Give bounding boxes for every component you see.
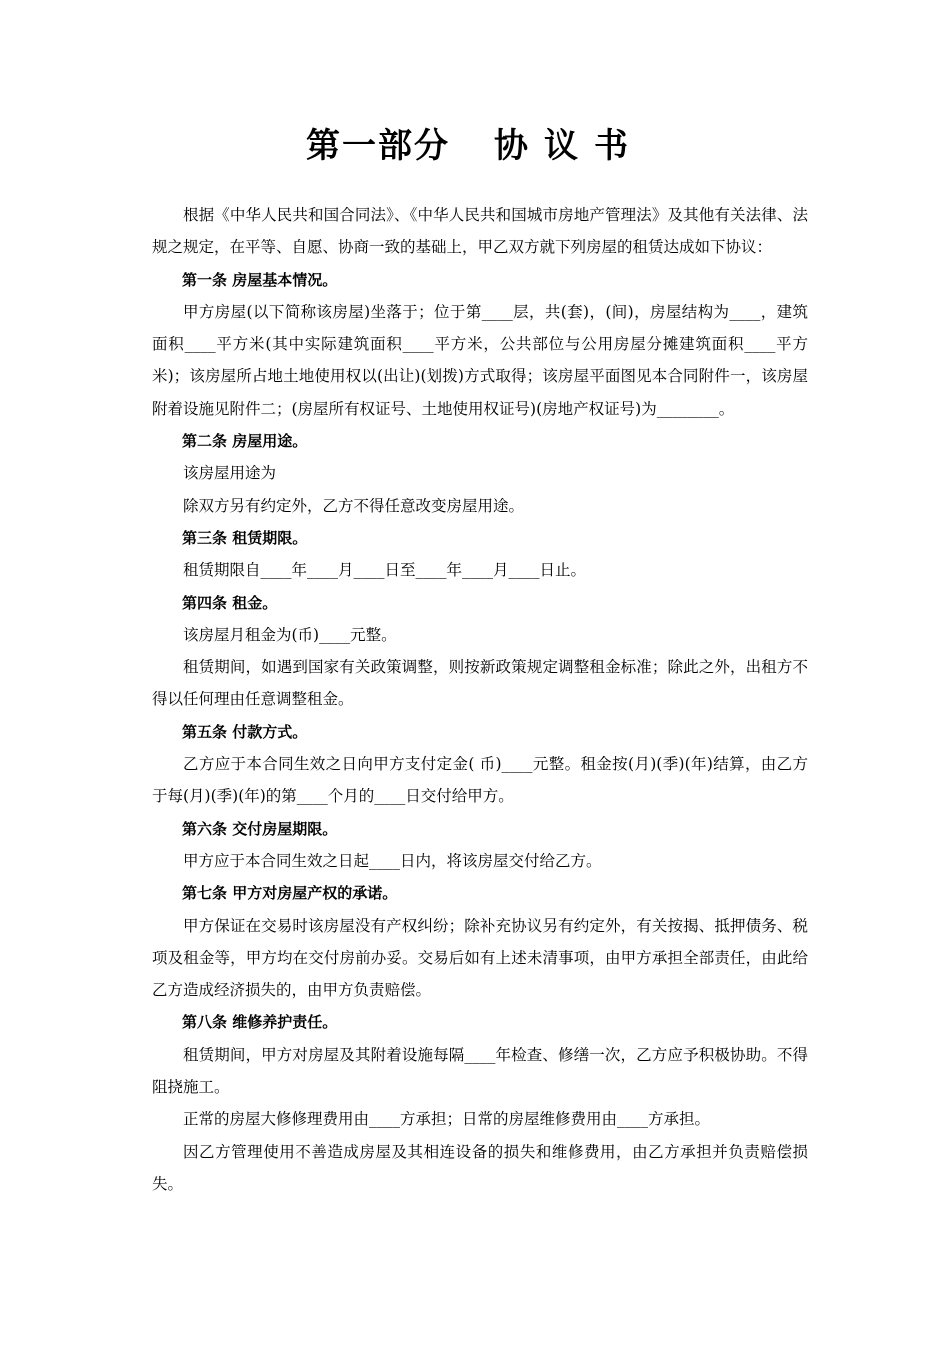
article-8-paragraph-2: 正常的房屋大修修理费用由____方承担；日常的房屋维修费用由____方承担。 (183, 1110, 711, 1129)
article-2-paragraph-1: 该房屋用途为 (183, 464, 277, 483)
article-8-paragraph-1: 租赁期间，甲方对房屋及其附着设施每隔____年检查、修缮一次，乙方应予积极协助。不得阻挠施工。 (152, 1045, 808, 1097)
article-2-heading: 第二条 房屋用途。 (182, 432, 308, 451)
article-3-heading: 第三条 租赁期限。 (182, 528, 308, 547)
article-6-paragraph-1: 甲方应于本合同生效之日起____日内，将该房屋交付给乙方。 (183, 851, 602, 870)
article-1-paragraph-1: 甲方房屋(以下简称该房屋)坐落于；位于第____层，共(套)，(间)，房屋结构为____，建筑面积____平方米(其中实际建筑面积____平方米，公共部位与公用房屋分摊建筑面积____平方米)；该房屋所占地土地使用权以(出让)(划拨)方式取得；该房屋平面图见本合同附件一，该房屋附着设施见附件二；(房屋所有权证号、土地使用权证号)(房地产权证号)为________。 (152, 302, 808, 418)
article-8-paragraph-3: 因乙方管理使用不善造成房屋及其相连设备的损失和维修费用，由乙方承担并负责赔偿损失。 (152, 1142, 808, 1193)
article-7-heading: 第七条 甲方对房屋产权的承诺。 (182, 884, 398, 903)
article-4-paragraph-1: 该房屋月租金为(币)____元整。 (183, 625, 397, 644)
article-5-paragraph-1: 乙方应于本合同生效之日向甲方支付定金( 币)____元整。租金按(月)(季)(年)结算，由乙方于每(月)(季)(年)的第____个月的____日交付给甲方。 (152, 755, 808, 806)
title-part: 第一部分 (306, 126, 450, 166)
article-6-heading: 第六条 交付房屋期限。 (182, 819, 338, 838)
article-4-paragraph-2: 租赁期间，如遇到国家有关政策调整，则按新政策规定调整租金标准；除此之外，出租方不得以任何理由任意调整租金。 (152, 658, 808, 709)
document-body (152, 199, 808, 1200)
article-7-paragraph-1: 甲方保证在交易时该房屋没有产权纠纷；除补充协议另有约定外，有关按揭、抵押债务、税项及租金等，甲方均在交付房前办妥。交易后如有上述未清事项，由甲方承担全部责任，由此给乙方造成经济损失的，由甲方负责赔偿。 (152, 916, 808, 1000)
article-2-paragraph-2: 除双方另有约定外，乙方不得任意改变房屋用途。 (183, 496, 525, 515)
article-4-heading: 第四条 租金。 (182, 593, 278, 612)
article-8-heading: 第八条 维修养护责任。 (182, 1013, 338, 1032)
page-title (0, 118, 950, 167)
article-3-paragraph-1: 租赁期限自____年____月____日至____年____月____日止。 (183, 561, 587, 580)
preamble-paragraph: 根据《中华人民共和国合同法》、《中华人民共和国城市房地产管理法》及其他有关法律、法规之规定，在平等、自愿、协商一致的基础上，甲乙双方就下列房屋的租赁达成如下协议： (152, 206, 808, 257)
article-1-heading: 第一条 房屋基本情况。 (182, 270, 338, 289)
title-name: 协议书 (494, 126, 644, 166)
article-5-heading: 第五条 付款方式。 (182, 722, 308, 741)
